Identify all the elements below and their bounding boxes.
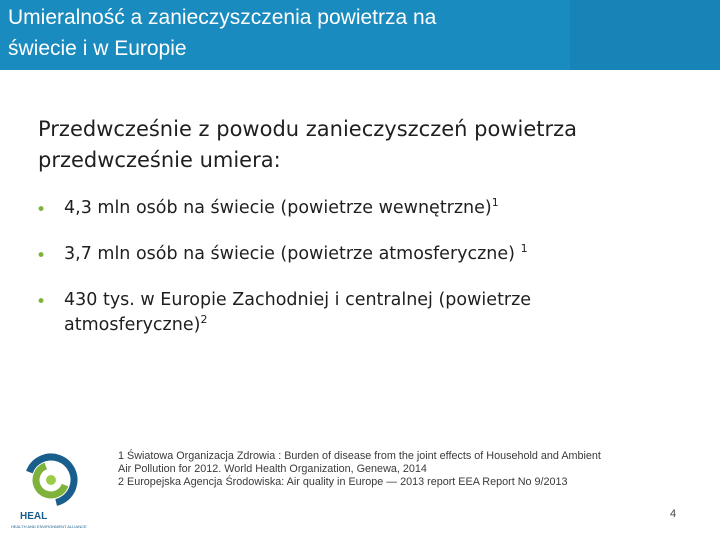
page-number: 4 <box>670 508 677 520</box>
bullet-text-3a: 430 tys. w Europie Zachodniej i centralnej (powietrze <box>64 290 532 310</box>
footnotes <box>118 450 678 490</box>
logo-wordmark: HEAL <box>20 511 48 522</box>
bullet-text-1: 4,3 mln osób na świecie (powietrze wewnętrzne) <box>64 198 492 218</box>
bullet-icon: • <box>36 292 47 312</box>
lead-text <box>38 114 678 176</box>
bullet-icon: • <box>36 246 47 266</box>
title-bar-accent <box>570 0 720 70</box>
bullet-icon: • <box>36 200 47 220</box>
footnote-ref-2: 1 <box>520 242 528 255</box>
bullet-item-1 <box>36 196 676 221</box>
lead-line-1: Przedwcześnie z powodu zanieczyszczeń powietrza <box>38 117 578 141</box>
title-bar <box>0 0 720 70</box>
footnote-1-line-2: Air Pollution for 2012. World Health Organization, Genewa, 2014 <box>118 463 427 476</box>
bullet-list <box>36 196 676 359</box>
slide-title <box>8 2 568 64</box>
footnote-2: 2 Europejska Agencja Środowiska: Air quality in Europe — 2013 report EEA Report No 9/2013 <box>118 476 568 489</box>
bullet-item-3 <box>36 288 676 338</box>
footnote-1-line-1: 1 Światowa Organizacja Zdrowia : Burden of disease from the joint effects of Household and Ambient <box>118 450 601 462</box>
bullet-item-2 <box>36 242 676 267</box>
logo-tagline: HEALTH AND ENVIRONMENT ALLIANCE <box>11 524 87 529</box>
footnote-ref-3: 2 <box>200 313 208 326</box>
lead-line-2: przedwcześnie umiera: <box>38 148 281 172</box>
bullet-text-3b: atmosferyczne) <box>64 315 201 335</box>
bullet-text-2: 3,7 mln osób na świecie (powietrze atmosferyczne) <box>64 244 521 264</box>
footnote-ref-1: 1 <box>491 196 499 209</box>
slide-title-line-1: Umieralność a zanieczyszczenia powietrza na <box>8 6 437 29</box>
slide-title-line-2: świecie i w Europie <box>8 37 187 60</box>
